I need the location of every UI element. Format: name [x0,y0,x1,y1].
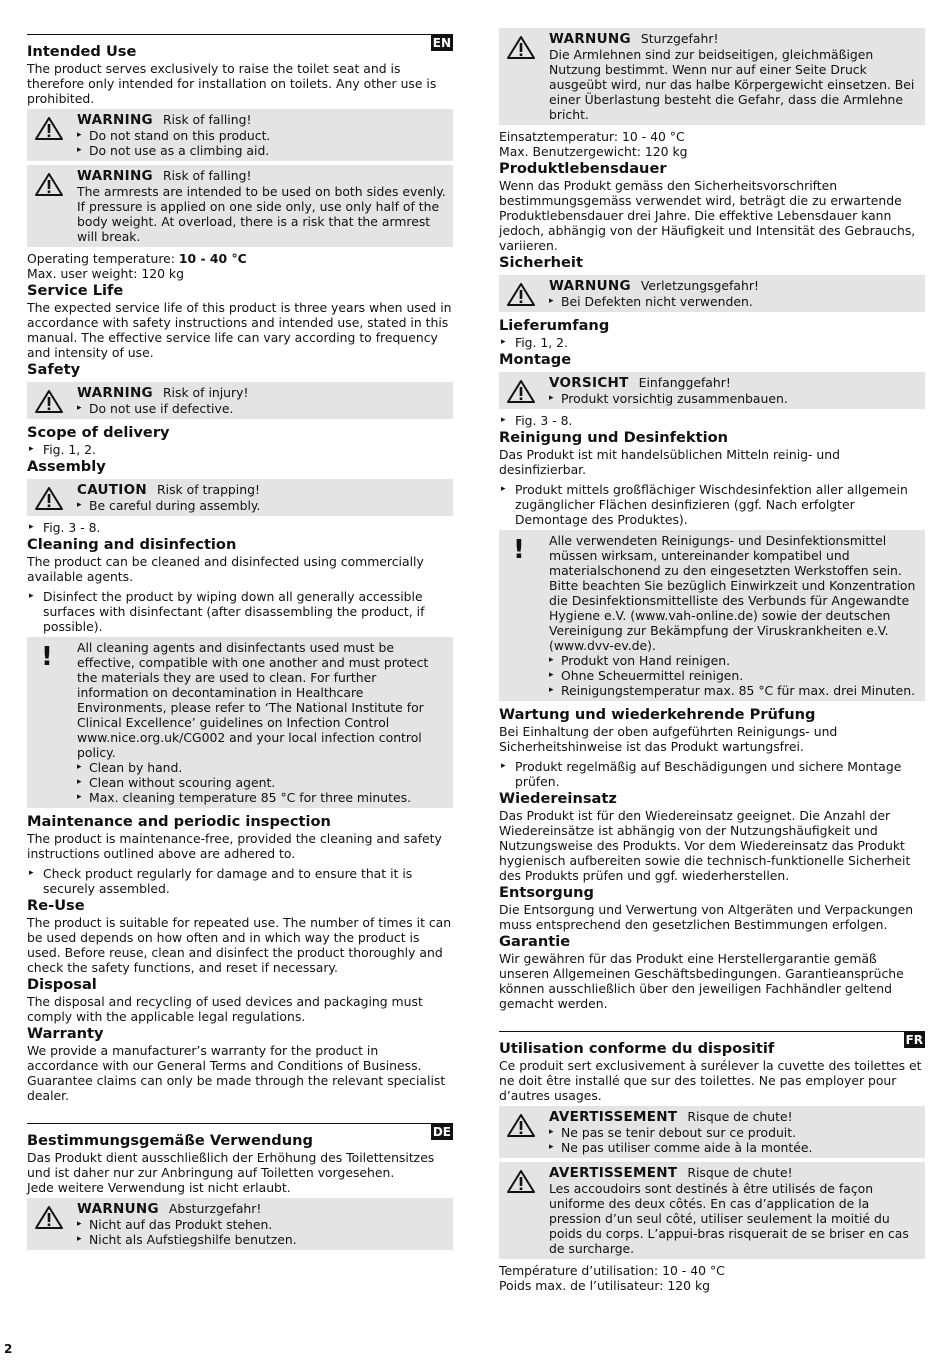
heading-lieferumfang: Lieferumfang [499,317,610,334]
risk-text: Risque de chute! [687,1165,793,1180]
signal-word: WARNUNG [549,278,631,294]
risk-text: Risque de chute! [687,1109,793,1124]
signal-word: WARNING [77,385,153,401]
column-left [27,30,453,1254]
temperature-utilisation: Température d’utilisation: 10 - 40 °C [499,1263,725,1278]
list-item: ▸ Reinigungstemperatur max. 85 °C für max. drei Minuten. [549,683,919,698]
cleaning-text: The product can be cleaned and disinfected using commercially available agents. [27,554,424,584]
risk-text: Risk of injury! [162,385,249,400]
heading-safety: Safety [27,361,81,378]
warning-text: The armrests are intended to be used on both sides evenly. If pressure is applied on one side only, use only half of the body weight. At overload, there is a risk that the armrest will break. [77,184,446,244]
list-item: ▸ Check product regularly for damage and to ensure that it is securely assembled. [27,866,453,896]
list-item: ▸ Clean without scouring agent. [77,775,447,790]
signal-word: WARNING [77,112,153,128]
heading-reuse: Re-Use [27,897,85,914]
reinigung-text: Das Produkt ist mit handelsüblichen Mitteln reinig- und desinfizierbar. [499,447,840,477]
list-item: ▸ Disinfect the product by wiping down all generally accessible surfaces with disinfectant (after disassembling the product, if possible). [27,589,453,634]
risk-text: Einfanggefahr! [638,375,731,390]
warning-box-verletzung [499,275,925,312]
note-box-reinigung [499,530,925,701]
column-right [499,30,925,1293]
heading-wiedereinsatz: Wiedereinsatz [499,790,617,807]
risk-text: Risk of trapping! [157,482,260,497]
list-item: ▸ Fig. 3 - 8. [499,413,925,428]
warning-triangle-icon [35,486,63,510]
wartung-text: Bei Einhaltung der oben aufgeführten Reinigungs- und Sicherheitshinweise ist das Produkt wartungsfrei. [499,724,838,754]
exclamation-icon: ! [41,642,53,672]
service-life-text: The expected service life of this product is three years when used in accordance with safety instructions and intended use, stated in this manual. The effective service life can vary according to frequency and intensity of use. [27,300,452,360]
signal-word: AVERTISSEMENT [549,1109,678,1125]
reuse-text: The product is suitable for repeated use. The number of times it can be used depends on how often and in which way the product is used. Before reuse, clean and disinfect the product thoroughly and check the safety functions, and reset if necessary. [27,915,452,975]
list-item: ▸ Fig. 1, 2. [27,442,453,457]
signal-word: VORSICHT [549,375,629,391]
warning-box-chute-2 [499,1162,925,1259]
warning-triangle-icon [35,116,63,140]
produktlebensdauer-text: Wenn das Produkt gemäss den Sicherheitsvorschriften bestimmungsgemäss verwendet wird, beträgt die zu erwartende Produktlebensdauer drei Jahre. Die effektive Lebensdauer kann jedoch, abhängig von der Häufigkeit und Intensität des Gebrauchs, variieren. [499,178,916,253]
heading-warranty: Warranty [27,1025,104,1042]
list-item: ▸ Do not stand on this product. [77,128,447,143]
heading-disposal: Disposal [27,976,97,993]
heading-utilisation-conforme: Utilisation conforme du dispositif [499,1040,775,1057]
warning-triangle-icon [507,1113,535,1137]
intended-use-text: The product serves exclusively to raise the toilet seat and is therefore only intended for installation on toilets. Any other use is prohibited. [27,61,437,106]
warning-box-armrest [27,165,453,247]
list-item: ▸ Ne pas utiliser comme aide à la montée. [549,1140,919,1155]
note-box-cleaning [27,637,453,808]
caution-box-einfang [499,372,925,409]
exclamation-icon: ! [513,535,525,565]
intended-use-text-de-2: Jede weitere Verwendung ist nicht erlaubt. [27,1180,291,1195]
warning-box-absturz [27,1198,453,1250]
maintenance-text: The product is maintenance-free, provided the cleaning and safety instructions outlined above are adhered to. [27,831,442,861]
list-item: ▸ Ne pas se tenir debout sur ce produit. [549,1125,919,1140]
utilisation-text: Ce produit sert exclusivement à surélever la cuvette des toilettes et ne doit être installé que sur des toilettes. Ne pas employer pour d’autres usages. [499,1058,922,1103]
heading-produktlebensdauer: Produktlebensdauer [499,160,667,177]
poids-max: Poids max. de l’utilisateur: 120 kg [499,1278,711,1293]
section-header-en [27,34,453,61]
list-item: ▸ Bei Defekten nicht verwenden. [549,294,919,309]
heading-scope-of-delivery: Scope of delivery [27,424,170,441]
section-header-fr [499,1031,925,1058]
signal-word: AVERTISSEMENT [549,1165,678,1181]
heading-garantie: Garantie [499,933,571,950]
list-item: ▸ Produkt mittels großflächiger Wischdesinfektion aller allgemein zugänglicher Flächen desinfizieren (ggf. Nach erfolgter Demontage des Produktes). [499,482,925,527]
risk-text: Absturzgefahr! [168,1201,262,1216]
warning-box-chute-1 [499,1106,925,1158]
operating-temperature-value: 10 - 40 °C [178,251,247,266]
heading-intended-use: Intended Use [27,43,137,60]
list-item: ▸ Clean by hand. [77,760,447,775]
language-badge-en: EN [432,36,451,50]
heading-maintenance: Maintenance and periodic inspection [27,813,331,830]
language-badge-de: DE [432,1125,451,1139]
signal-word: CAUTION [77,482,148,498]
warning-box-injury [27,382,453,419]
risk-text: Risk of falling! [162,168,252,183]
heading-assembly: Assembly [27,458,106,475]
heading-service-life: Service Life [27,282,124,299]
warning-triangle-icon [507,379,535,403]
warning-text: Die Armlehnen sind zur beidseitigen, gleichmäßigen Nutzung bestimmt. Wenn nur auf einer Seite Druck ausgeübt wird, nur das halbe Körpergewicht einsetzen. Bei einer Überlastung besteht die Gefahr, dass die Armlehne bricht. [549,47,915,122]
warning-triangle-icon [507,35,535,59]
risk-text: Risk of falling! [162,112,252,127]
einsatztemperatur: Einsatztemperatur: 10 - 40 °C [499,129,685,144]
warning-triangle-icon [35,1205,63,1229]
list-item: ▸ Fig. 1, 2. [499,335,925,350]
heading-sicherheit: Sicherheit [499,254,583,271]
max-user-weight: Max. user weight: 120 kg [27,266,184,281]
list-item: ▸ Ohne Scheuermittel reinigen. [549,668,919,683]
heading-montage: Montage [499,351,572,368]
list-item: ▸ Nicht als Aufstiegshilfe benutzen. [77,1232,447,1247]
operating-temperature-label: Operating temperature: [27,251,179,266]
warning-box-sturz [499,28,925,125]
list-item: ▸ Produkt regelmäßig auf Beschädigungen und sichere Montage prüfen. [499,759,925,789]
signal-word: WARNUNG [77,1201,159,1217]
garantie-text: Wir gewähren für das Produkt eine Herstellergarantie gemäß unseren Allgemeinen Geschäftsbedingungen. Garantieansprüche können ausschließlich über den jeweiligen Fachhändler geltend gemacht werden. [499,951,904,1011]
risk-text: Verletzungsgefahr! [640,278,759,293]
list-item: ▸ Nicht auf das Produkt stehen. [77,1217,447,1232]
signal-word: WARNUNG [549,31,631,47]
language-badge-fr: FR [905,1033,923,1047]
list-item: ▸ Do not use if defective. [77,401,447,416]
list-item: ▸ Produkt von Hand reinigen. [549,653,919,668]
page-number: 2 [4,1342,13,1356]
heading-cleaning: Cleaning and disinfection [27,536,237,553]
warranty-text: We provide a manufacturer’s warranty for the product in accordance with our General Terms and Conditions of Business. Guarantee claims can only be made through the relevant specialist dealer. [27,1043,446,1103]
intended-use-text-de: Das Produkt dient ausschließlich der Erhöhung des Toilettensitzes und ist daher nur zur Anbringung auf Toiletten vorgesehen. [27,1150,435,1180]
heading-reinigung: Reinigung und Desinfektion [499,429,729,446]
entsorgung-text: Die Entsorgung und Verwertung von Altgeräten und Verpackungen muss entsprechend den gesetzlichen Bestimmungen erfolgen. [499,902,914,932]
list-item: ▸ Max. cleaning temperature 85 °C for three minutes. [77,790,447,805]
warning-text: Les accoudoirs sont destinés à être utilisés de façon uniforme des deux côtés. En cas d’application de la pression d’un seul côté, utiliser seulement la moitié du poids du corps. L’appui-bras risquerait de se briser en cas de surcharge. [549,1181,909,1256]
warning-box-falling [27,109,453,161]
list-item: ▸ Be careful during assembly. [77,498,447,513]
heading-wartung: Wartung und wiederkehrende Prüfung [499,706,816,723]
section-header-de [27,1123,453,1150]
list-item: ▸ Fig. 3 - 8. [27,520,453,535]
warning-triangle-icon [35,389,63,413]
note-text: All cleaning agents and disinfectants used must be effective, compatible with one another and must protect the materials they are used to clean. For further information on decontamination in Healthcare Environments, please refer to ‘The National Institute for Clinical Excellence’ guidelines on Infection Control www.nice.org.uk/CG002 and your local infection control policy. [77,640,429,760]
warning-triangle-icon [507,1169,535,1193]
risk-text: Sturzgefahr! [640,31,719,46]
caution-box-trapping [27,479,453,516]
max-benutzergewicht: Max. Benutzergewicht: 120 kg [499,144,688,159]
heading-entsorgung: Entsorgung [499,884,594,901]
warning-triangle-icon [35,172,63,196]
disposal-text: The disposal and recycling of used devices and packaging must comply with the applicable legal regulations. [27,994,423,1024]
note-text: Alle verwendeten Reinigungs- und Desinfektionsmittel müssen wirksam, untereinander kompatibel und materialschonend zu den eingesetzten Werkstoffen sein. Bitte beachten Sie bezüglich Einwirkzeit und Konzentration die Desinfektionsmittelliste des Verbunds für Angewandte Hygiene e.V. (www.vah-online.de) sowie der deutschen Vereinigung zur Bekämpfung der Viruskrankheiten e.V. (www.dvv-ev.de). [549,533,916,653]
warning-triangle-icon [507,282,535,306]
heading-bestimmungsgemaesse-verwendung: Bestimmungsgemäße Verwendung [27,1132,313,1149]
wiedereinsatz-text: Das Produkt ist für den Wiedereinsatz geeignet. Die Anzahl der Wiedereinsätze ist abhängig von der Nutzungshäufigkeit und Nutzungsweise des Produkts. Vor dem Wiedereinsatz das Produkt hygienisch aufbereiten sowie die technisch-funktionelle Sicherheit des Produkts prüfen und ggf. wiederherstellen. [499,808,911,883]
signal-word: WARNING [77,168,153,184]
operating-temperature [27,251,453,266]
list-item: ▸ Do not use as a climbing aid. [77,143,447,158]
list-item: ▸ Produkt vorsichtig zusammenbauen. [549,391,919,406]
